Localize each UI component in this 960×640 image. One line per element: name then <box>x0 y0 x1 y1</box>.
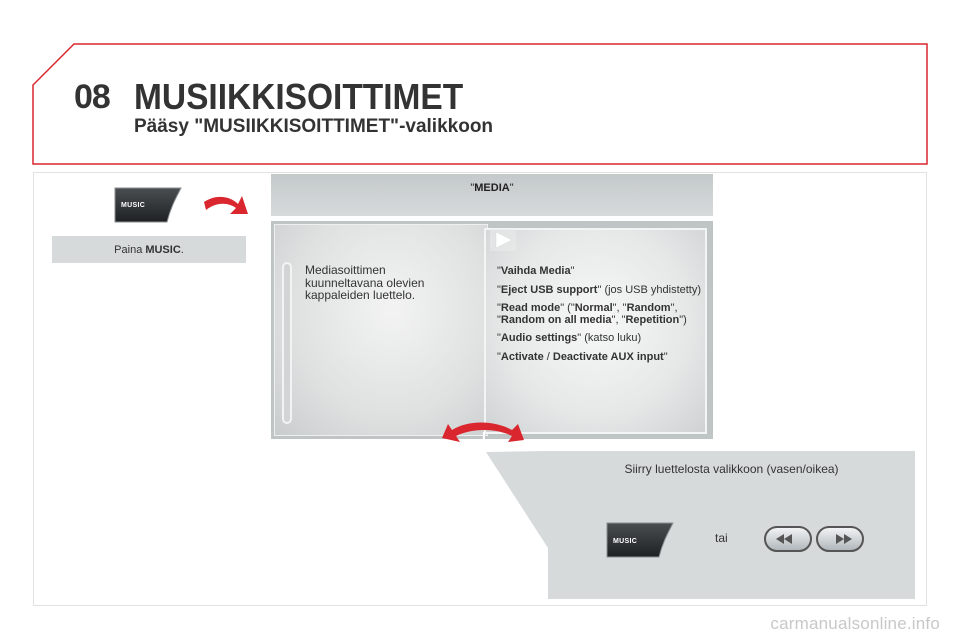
quote: " <box>497 283 501 296</box>
track-list-pane[interactable] <box>274 224 488 436</box>
menu-item-eject-usb[interactable] <box>497 285 707 297</box>
option-random-all: Random on all media <box>500 313 612 326</box>
or-text: tai <box>715 531 728 545</box>
rewind-icon <box>765 527 811 551</box>
separator: ", " <box>612 302 627 314</box>
page-title: MUSIIKKISOITTIMET <box>134 76 464 117</box>
separator: / <box>543 350 553 363</box>
menu-item-label: Activate <box>500 350 544 363</box>
menu-item-aux-input[interactable] <box>497 352 707 364</box>
play-icon <box>490 229 516 251</box>
track-list-description: Mediasoittimen kuunneltavana olevien kappaleiden luettelo. <box>305 263 425 302</box>
screen-title-text: MEDIA <box>474 182 510 194</box>
quote: " <box>497 302 501 314</box>
menu-item-label: Deactivate AUX input <box>552 350 664 363</box>
screen-title-bar <box>271 174 713 216</box>
option-random: Random <box>626 302 671 314</box>
quote: " <box>497 332 501 344</box>
separator: ", " <box>611 313 626 326</box>
music-button-label: MUSIC <box>121 202 146 209</box>
seek-buttons <box>762 524 866 554</box>
option-normal: Normal <box>574 302 613 314</box>
chapter-number: 08 <box>74 78 110 116</box>
separator: ") <box>679 313 687 326</box>
menu-item-change-media[interactable] <box>497 266 707 278</box>
quote: " <box>509 182 514 194</box>
press-key: MUSIC <box>145 243 181 256</box>
music-button-label: MUSIC <box>613 538 638 545</box>
press-suffix: . <box>180 243 184 256</box>
quote: " <box>497 265 501 277</box>
media-menu-list <box>497 266 707 370</box>
menu-item-audio-settings[interactable] <box>497 333 707 345</box>
press-prefix: Paina <box>114 243 143 256</box>
menu-item-label: Vaihda Media <box>500 265 571 277</box>
hint-text: Siirry luettelosta valikkoon (vasen/oikea) <box>624 462 839 476</box>
menu-item-read-mode[interactable] <box>497 303 707 326</box>
menu-item-label: Read mode <box>500 302 561 314</box>
quote: " <box>663 350 668 363</box>
left-right-arrows-icon <box>438 416 530 456</box>
quote: " <box>497 350 501 363</box>
fast-forward-icon <box>817 527 863 551</box>
separator: " (" <box>560 302 575 314</box>
menu-item-label: Eject USB support <box>500 283 598 296</box>
quote: " <box>570 265 575 277</box>
page-subtitle: Pääsy "MUSIIKKISOITTIMET"-valikkoon <box>134 116 494 137</box>
press-music-instruction <box>52 236 246 263</box>
menu-item-label: Audio settings <box>500 332 578 344</box>
option-repetition: Repetition <box>625 313 680 326</box>
list-scrollbar[interactable] <box>282 262 292 424</box>
menu-item-note: " (katso luku) <box>577 332 642 344</box>
quote: " <box>470 182 475 194</box>
menu-item-note: " (jos USB yhdistetty) <box>597 283 702 296</box>
red-arrow-icon <box>202 184 252 218</box>
watermark: carmanualsonline.info <box>770 614 940 633</box>
separator: ", " <box>497 302 678 326</box>
screen-title <box>271 182 713 194</box>
